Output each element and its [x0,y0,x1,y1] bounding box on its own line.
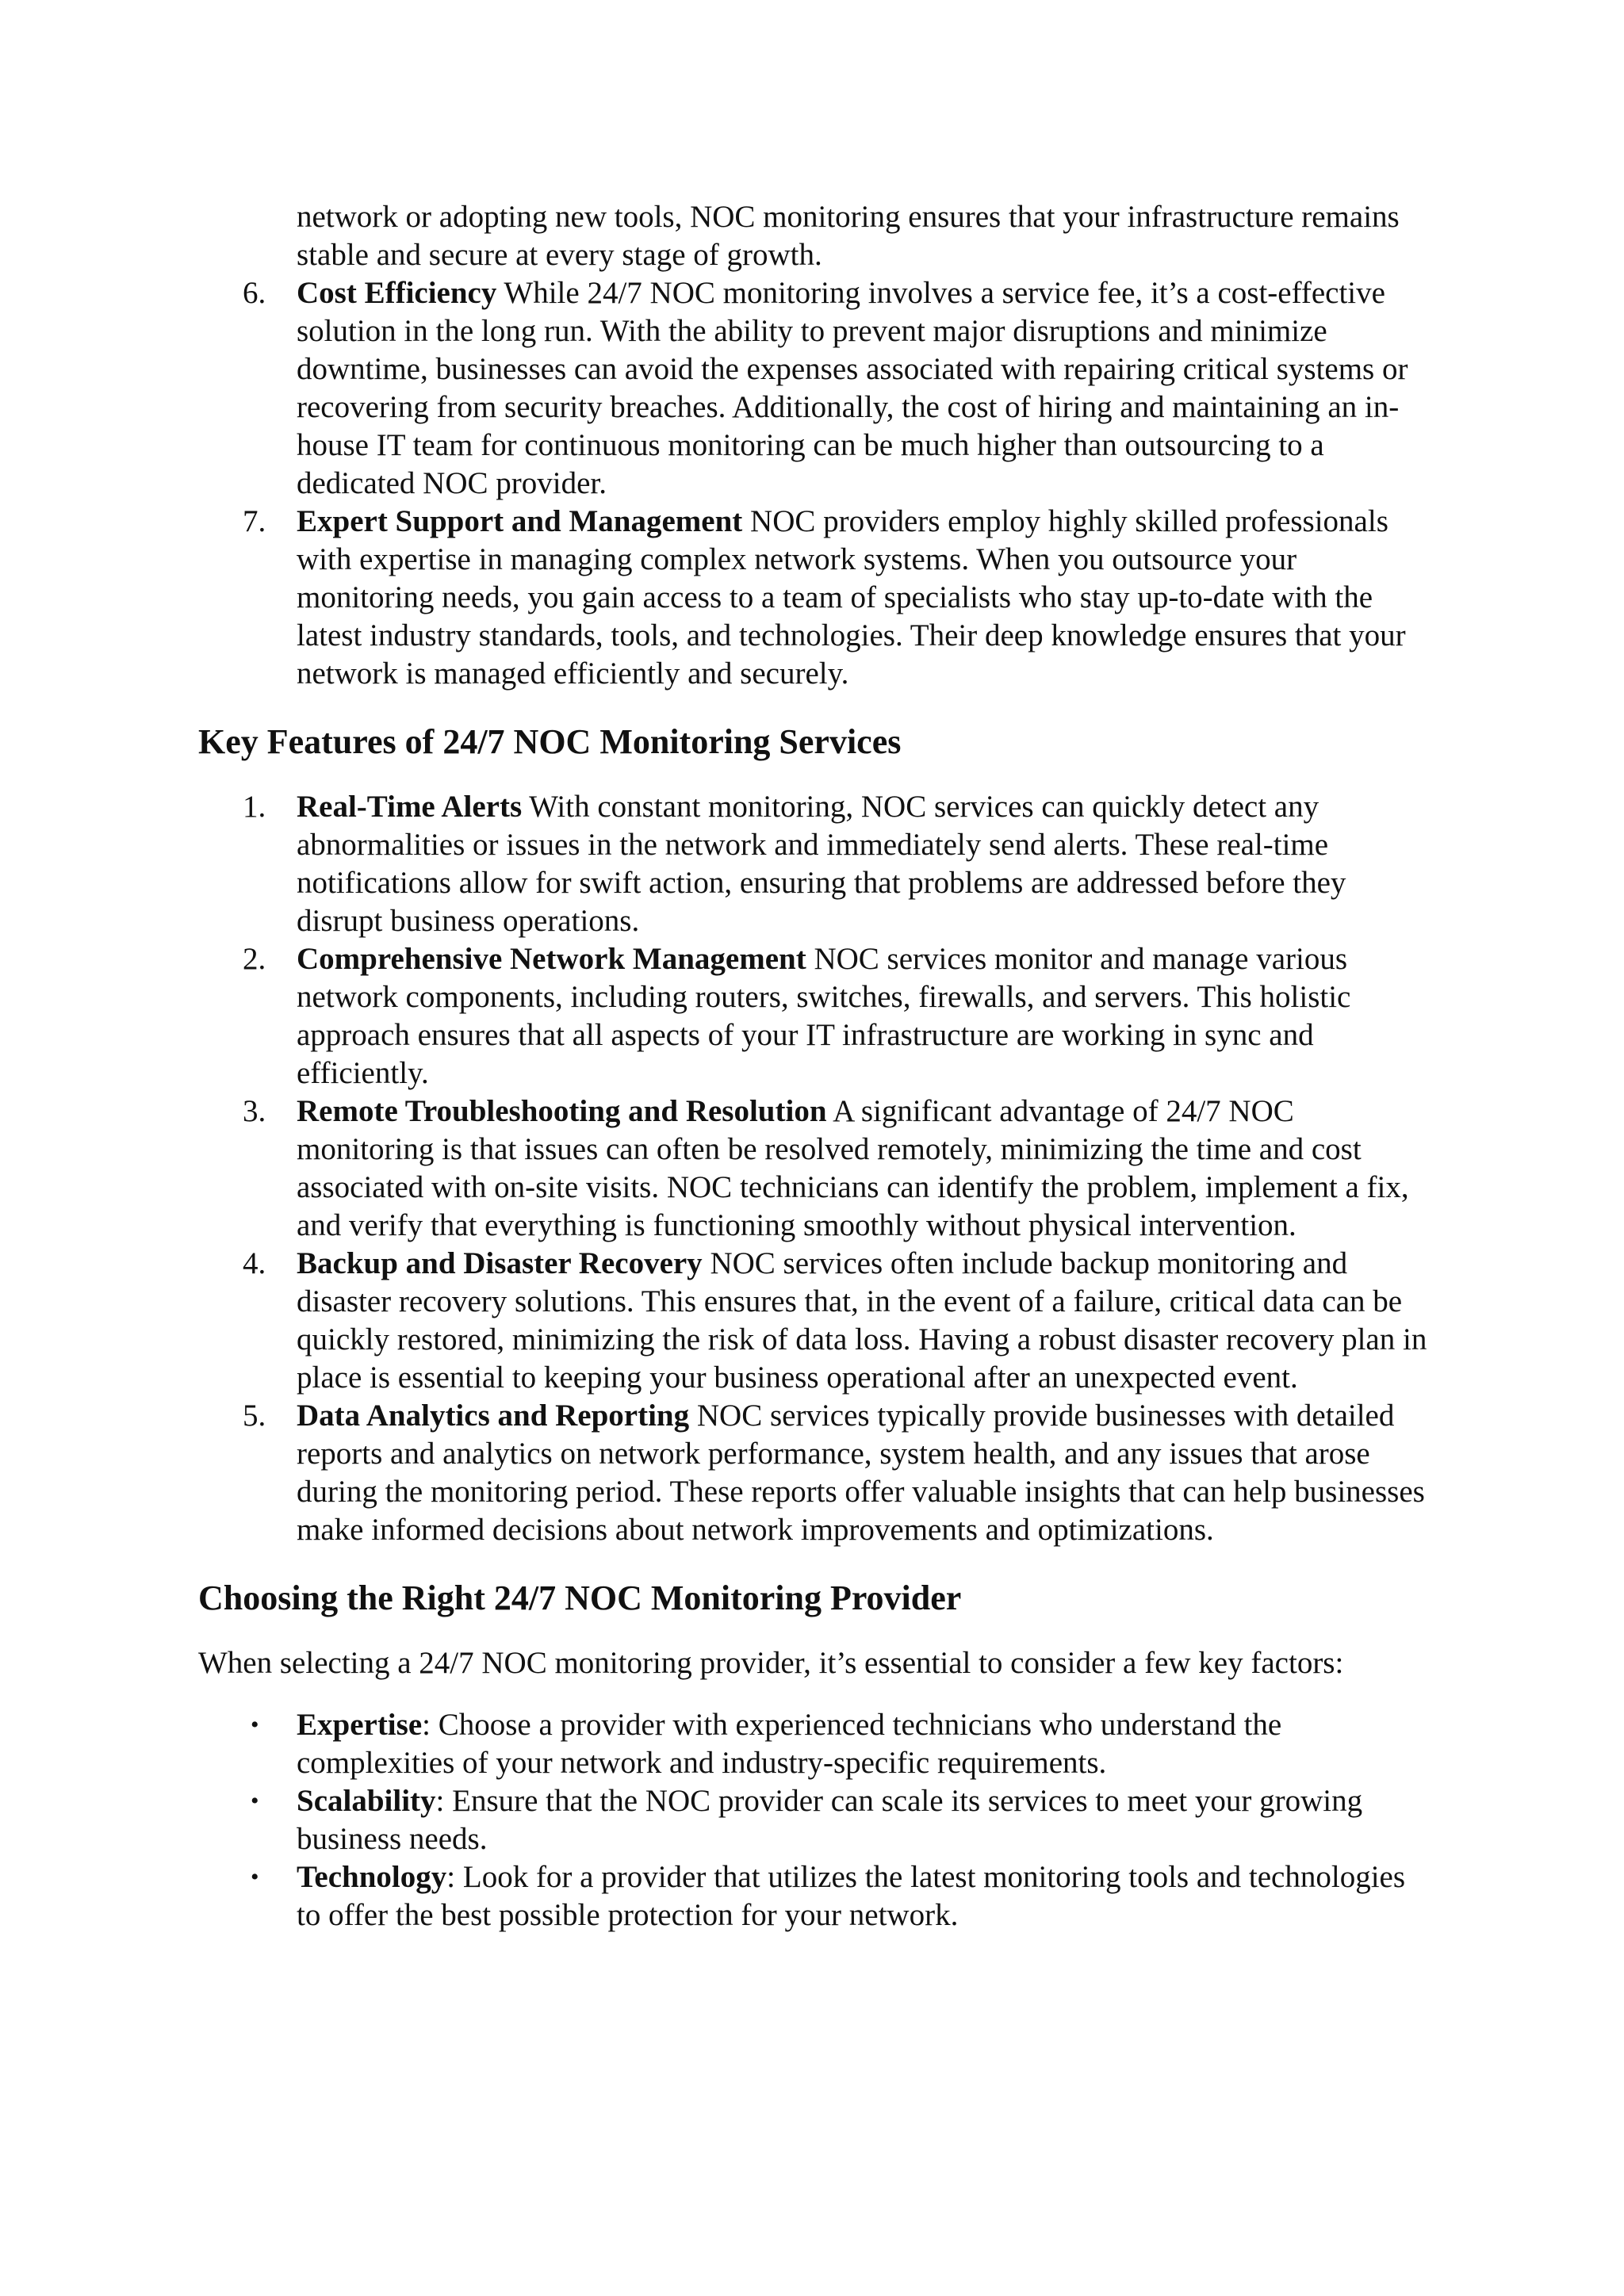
list-item [198,1093,1435,1245]
list-item [198,1397,1435,1549]
list-item [198,503,1435,693]
item-title: Backup and Disaster Recovery [297,1246,703,1280]
bullet-item [198,1706,1435,1782]
item-title: Comprehensive Network Management [297,942,806,976]
list-item [198,788,1435,940]
bullet-item [198,1782,1435,1858]
item-text: NOC services monitor and manage various network components, including routers, switches, firewalls, and servers. This holistic approach ensures that all aspects of your IT infrastructure are working in sync and efficiently. [297,942,1351,1090]
item-text: With constant monitoring, NOC services can quickly detect any abnormalities or issues in the network and immediately send alerts. These real-time notifications allow for swift action, ensuring that problems are addressed before they disrupt business operations. [297,790,1346,938]
list-item [198,274,1435,503]
list-number: 4. [243,1246,266,1280]
item-text: : Ensure that the NOC provider can scale its services to meet your growing business needs. [297,1784,1363,1856]
bullet-item [198,1858,1435,1934]
features-list [198,788,1435,1549]
section-intro-paragraph: When selecting a 24/7 NOC monitoring provider, it’s essential to consider a few key factors: [198,1646,1344,1680]
list-item [198,1245,1435,1397]
list-item-continuation: network or adopting new tools, NOC monitoring ensures that your infrastructure remains stable and secure at every stage of growth. [297,200,1400,272]
section-heading-provider: Choosing the Right 24/7 NOC Monitoring Provider [198,1578,962,1617]
document-body [198,198,1435,1934]
list-number: 2. [243,942,266,976]
bullet-icon: • [251,1712,259,1738]
item-title: Technology [297,1860,447,1894]
item-text: : Choose a provider with experienced technicians who understand the complexities of your network and industry-specific requirements. [297,1708,1282,1780]
item-text: NOC services often include backup monitoring and disaster recovery solutions. This ensures that, in the event of a failure, critical data can be quickly restored, minimizing the risk of data loss. Having a robust disaster recovery plan in place is essential to keeping your business operational after an unexpected event. [297,1246,1427,1395]
item-title: Expertise [297,1708,423,1742]
item-text: : Look for a provider that utilizes the latest monitoring tools and technologies to offer the best possible protection for your network. [297,1860,1406,1932]
list-number: 1. [243,790,266,824]
item-text: A significant advantage of 24/7 NOC monitoring is that issues can often be resolved remotely, minimizing the time and cost associated with on-site visits. NOC technicians can identify the problem, implement a fix, and verify that everything is functioning smoothly without physical intervention. [297,1094,1409,1242]
item-title: Real-Time Alerts [297,790,523,824]
benefits-list [198,274,1435,693]
list-number: 7. [243,504,266,538]
item-title: Expert Support and Management [297,504,743,538]
item-title: Cost Efficiency [297,276,497,310]
bullet-icon: • [251,1864,259,1890]
item-text: NOC providers employ highly skilled professionals with expertise in managing complex network systems. When you outsource your monitoring needs, you gain access to a team of specialists who stay up-to-date with the latest industry standards, tools, and technologies. Their deep knowledge ensures that your network is managed efficiently and securely. [297,504,1406,691]
item-text: While 24/7 NOC monitoring involves a service fee, it’s a cost-effective solution in the long run. With the ability to prevent major disruptions and minimize downtime, businesses can avoid the expenses associated with repairing critical systems or recovering from security breaches. Additionally, the cost of hiring and maintaining an in-house IT team for continuous monitoring can be much higher than outsourcing to a dedicated NOC provider. [297,276,1408,500]
item-title: Data Analytics and Reporting [297,1399,690,1433]
list-item [198,940,1435,1093]
list-number: 6. [243,276,266,310]
factors-list [198,1706,1435,1934]
item-text: NOC services typically provide businesses with detailed reports and analytics on network performance, system health, and any issues that arose during the monitoring period. These reports offer valuable insights that can help businesses make informed decisions about network improvements and optimizations. [297,1399,1425,1547]
list-number: 3. [243,1094,266,1128]
section-heading-features: Key Features of 24/7 NOC Monitoring Services [198,722,902,761]
list-number: 5. [243,1399,266,1433]
bullet-icon: • [251,1788,259,1814]
item-title: Remote Troubleshooting and Resolution [297,1094,827,1128]
item-title: Scalability [297,1784,436,1818]
